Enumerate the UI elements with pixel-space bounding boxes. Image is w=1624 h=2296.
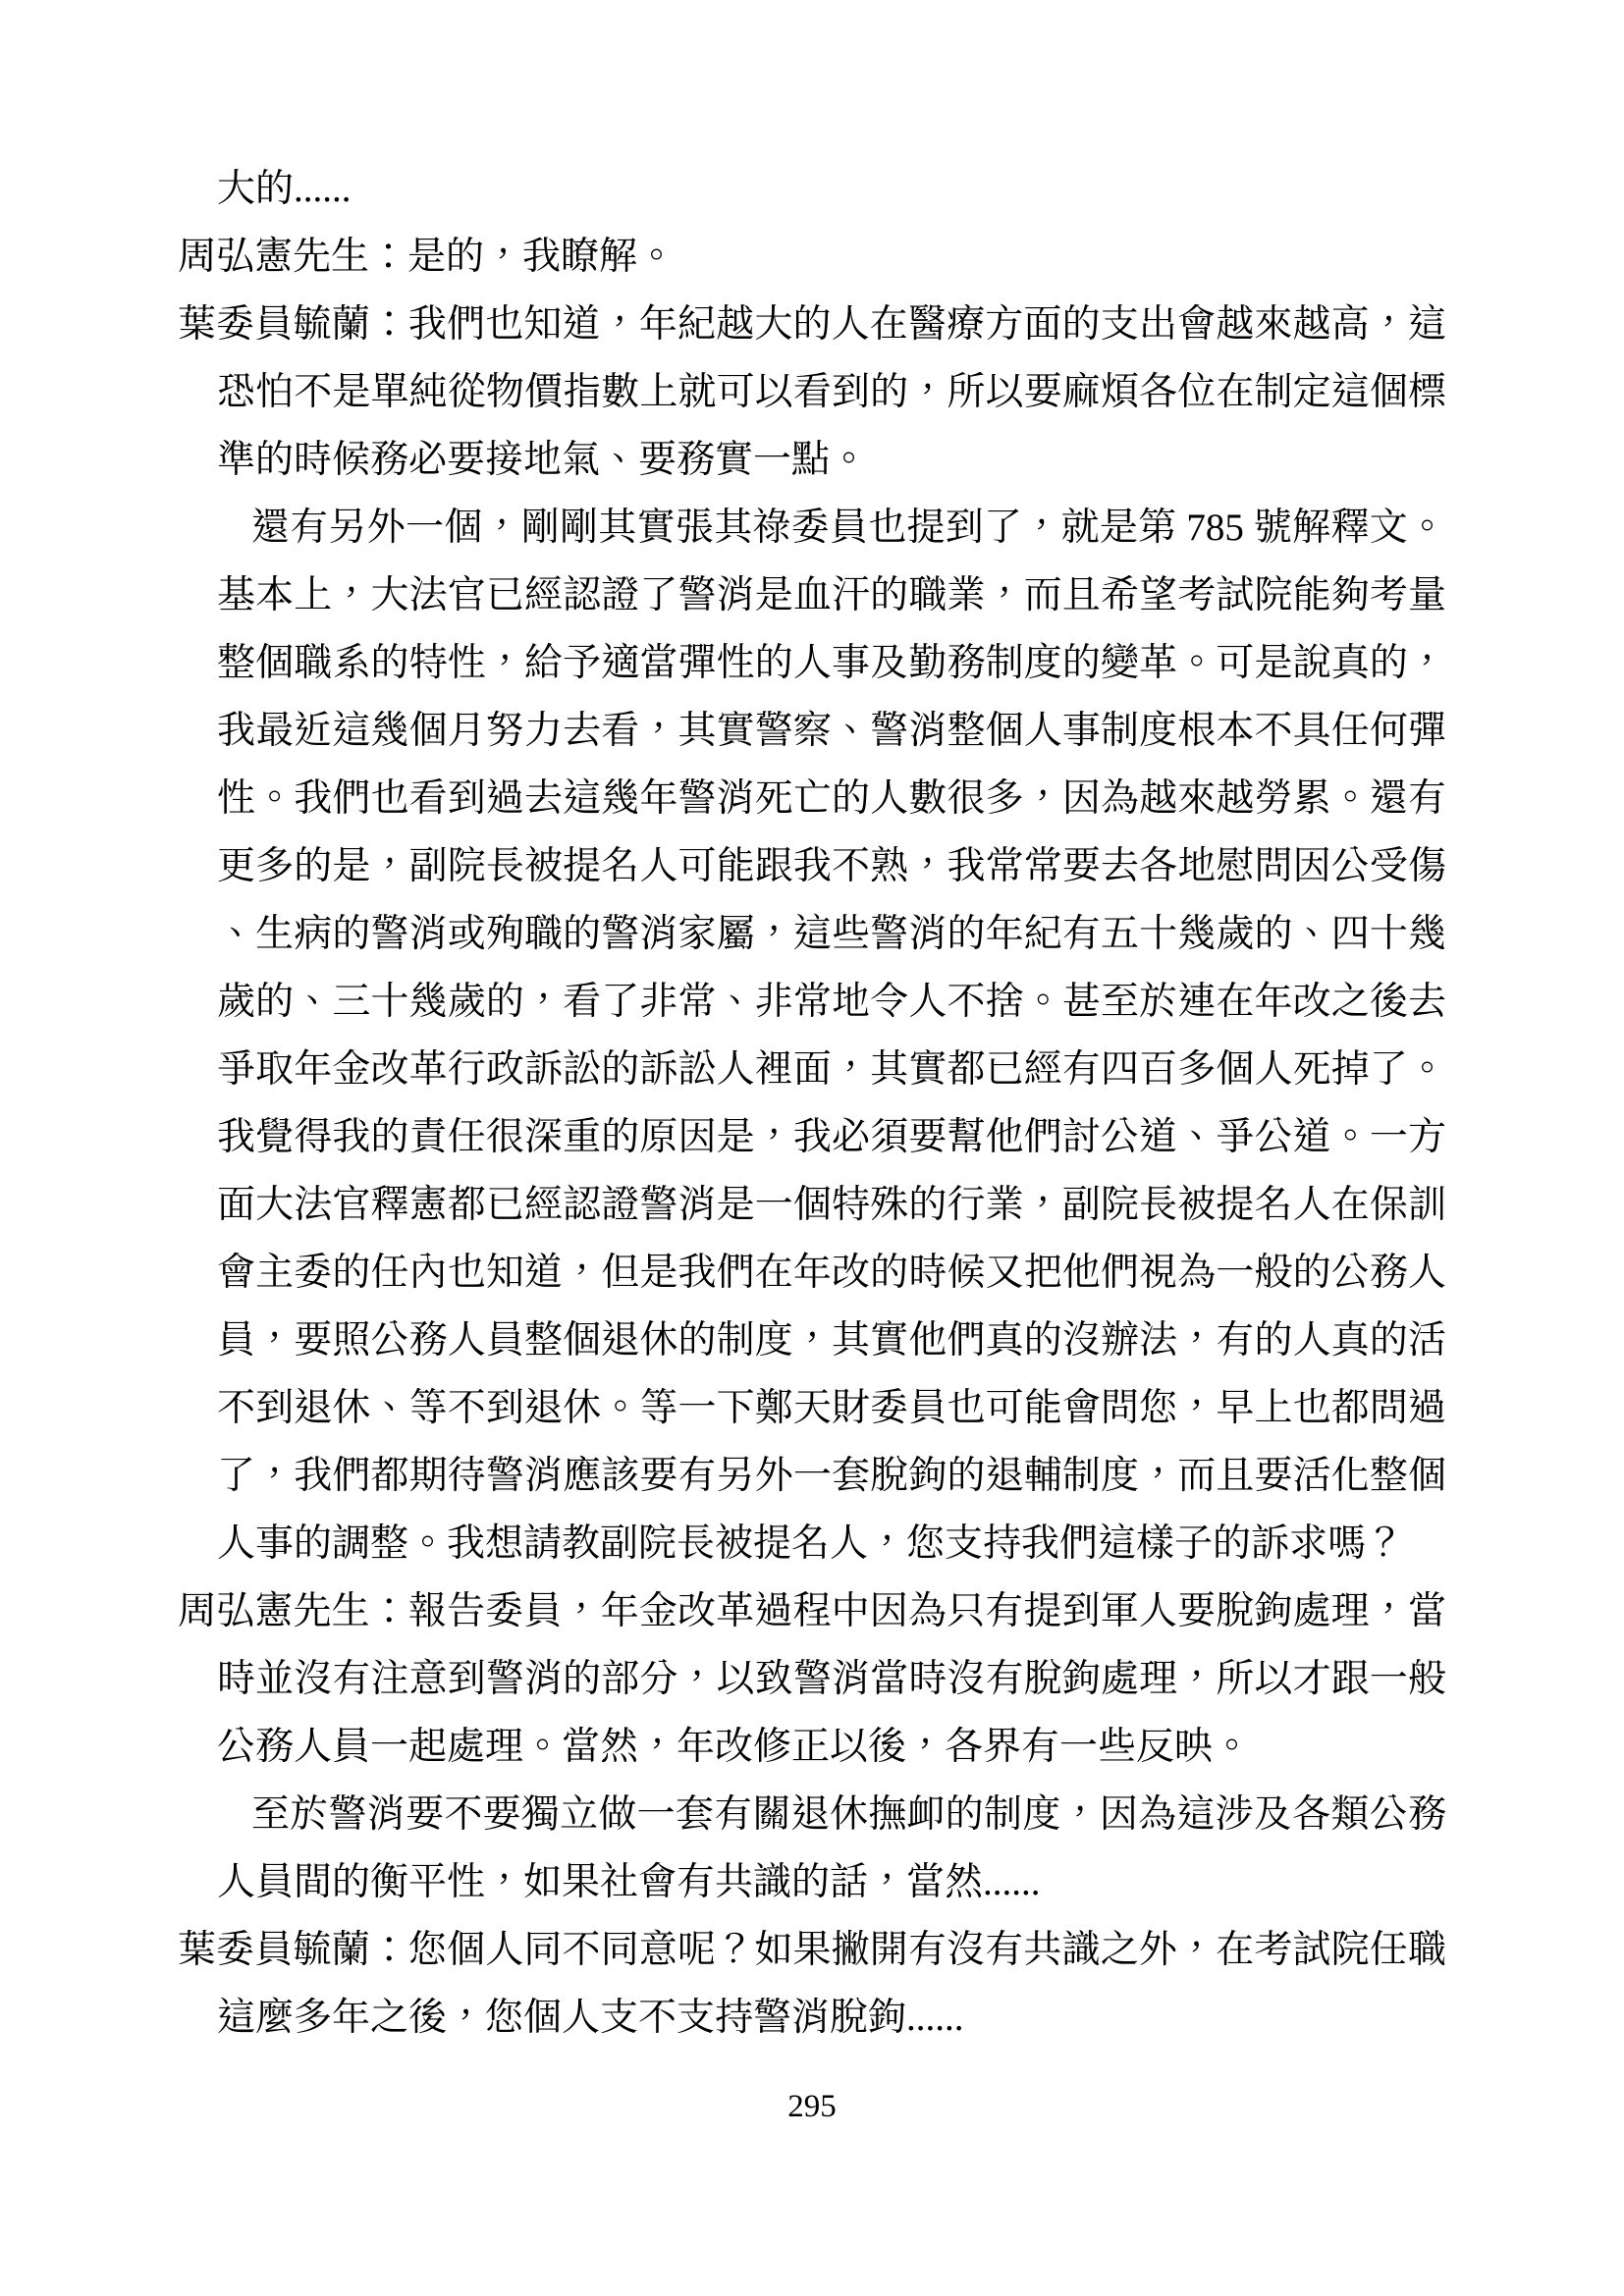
text-line: 恐怕不是單純從物價指數上就可以看到的，所以要麻煩各位在制定這個標	[217, 371, 1446, 413]
transcript-text	[178, 155, 1446, 2052]
page-number: 295	[787, 2089, 837, 2124]
text-line: 還有另外一個，剛剛其實張其祿委員也提到了，就是第 785 號解釋文。	[251, 507, 1446, 549]
text-line: 我覺得我的責任很深重的原因是，我必須要幫他們討公道、爭公道。一方	[217, 1116, 1446, 1158]
text-line: 面大法官釋憲都已經認證警消是一個特殊的行業，副院長被提名人在保訓	[217, 1184, 1446, 1226]
text-line: 葉委員毓蘭：您個人同不同意呢？如果撇開有沒有共識之外，在考試院任職	[178, 1929, 1446, 1971]
text-line: 時並沒有注意到警消的部分，以致警消當時沒有脫鉤處理，所以才跟一般	[217, 1658, 1446, 1700]
text-line: 準的時候務必要接地氣、要務實一點。	[217, 439, 869, 481]
text-line: 公務人員一起處理。當然，年改修正以後，各界有一些反映。	[217, 1726, 1252, 1768]
text-line: 大的......	[217, 168, 352, 210]
paragraph-speech-yeh-yu-lan-1	[178, 291, 1446, 494]
text-line: 會主委的任內也知道，但是我們在年改的時候又把他們視為一般的公務人	[217, 1252, 1446, 1294]
text-line: 員，要照公務人員整個退休的制度，其實他們真的沒辦法，有的人真的活	[217, 1319, 1446, 1362]
text-line: 了，我們都期待警消應該要有另外一套脫鉤的退輔制度，而且要活化整個	[217, 1455, 1446, 1497]
text-line: 葉委員毓蘭：我們也知道，年紀越大的人在醫療方面的支出會越來越高，這	[178, 303, 1446, 346]
text-line: 性。我們也看到過去這幾年警消死亡的人數很多，因為越來越勞累。還有	[217, 777, 1446, 820]
paragraph-speech-yeh-yu-lan-1-inner	[178, 494, 1446, 1577]
text-line: 爭取年金改革行政訴訟的訴訟人裡面，其實都已經有四百多個人死掉了。	[217, 1048, 1446, 1091]
paragraph-speech-chou-hung-hsien-1	[178, 223, 1446, 291]
paragraph-continuation-from-previous-page	[178, 155, 1446, 223]
text-line: 、生病的警消或殉職的警消家屬，這些警消的年紀有五十幾歲的、四十幾	[217, 913, 1446, 955]
text-line: 不到退休、等不到退休。等一下鄭天財委員也可能會問您，早上也都問過	[217, 1387, 1446, 1429]
text-line: 人員間的衡平性，如果社會有共識的話，當然......	[217, 1861, 1041, 1903]
page-footer	[178, 2087, 1446, 2126]
paragraph-speech-chou-hung-hsien-2-inner	[178, 1781, 1446, 1916]
text-line: 這麼多年之後，您個人支不支持警消脫鉤......	[217, 1997, 964, 2039]
text-line: 周弘憲先生：報告委員，年金改革過程中因為只有提到軍人要脫鉤處理，當	[178, 1590, 1446, 1632]
paragraph-speech-yeh-yu-lan-2	[178, 1916, 1446, 2052]
text-line: 我最近這幾個月努力去看，其實警察、警消整個人事制度根本不具任何彈	[217, 710, 1446, 752]
paragraph-speech-chou-hung-hsien-2	[178, 1577, 1446, 1781]
text-line: 歲的、三十幾歲的，看了非常、非常地令人不捨。甚至於連在年改之後去	[217, 981, 1446, 1023]
text-line: 更多的是，副院長被提名人可能跟我不熟，我常常要去各地慰問因公受傷	[217, 845, 1446, 887]
text-line: 基本上，大法官已經認證了警消是血汗的職業，而且希望考試院能夠考量	[217, 574, 1446, 616]
text-line: 周弘憲先生：是的，我瞭解。	[178, 236, 677, 278]
text-line: 人事的調整。我想請教副院長被提名人，您支持我們這樣子的訴求嗎？	[217, 1522, 1405, 1565]
text-line: 至於警消要不要獨立做一套有關退休撫卹的制度，因為這涉及各類公務	[251, 1793, 1446, 1836]
text-line: 整個職系的特性，給予適當彈性的人事及勤務制度的變革。可是說真的，	[217, 642, 1446, 684]
